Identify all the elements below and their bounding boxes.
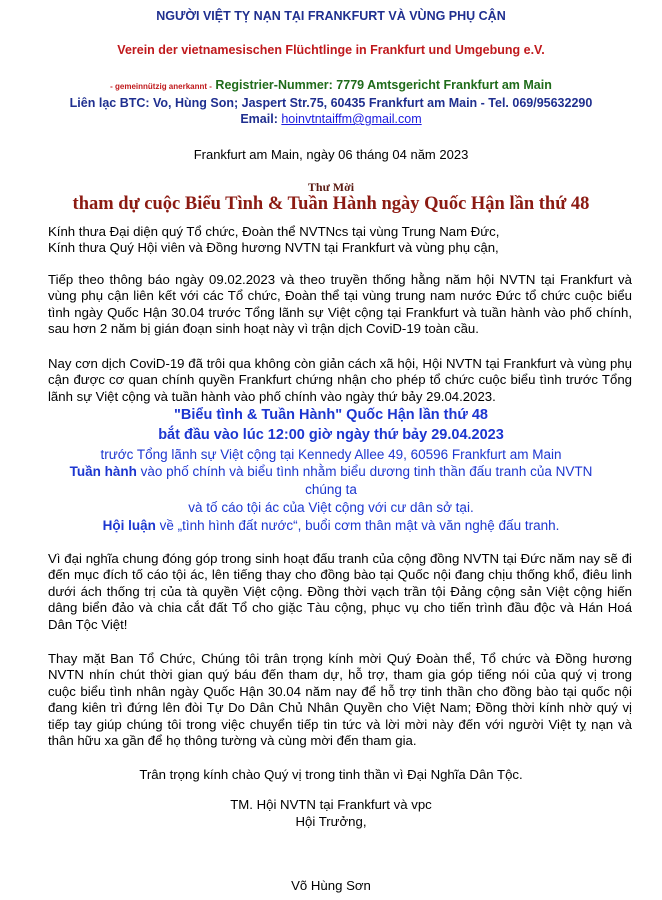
event-location: trước Tổng lãnh sự Việt cộng tại Kennedy Allee 49, 60596 Frankfurt am Main [100,447,562,462]
letter-type: Thư Mời [307,180,355,194]
paragraph-1: Tiếp theo thông báo ngày 09.02.2023 và theo truyền thống hằng năm hội NVTN tại Frankfurt và vùng phụ cận liên kết với các Tổ chức, Đoàn thể tại vùng trung nam nước Đức tổ chức cuộc biểu tình ngày Quốc Hận 30.04 trước Tổng lãnh sự Việt cộng tại Frankfurt và tuần hành vào phố chính, sau hơn 2 năm bị gián đoạn sinh hoạt này vì trận dịch CoviD-19 toàn cầu. [48,272,632,337]
signature-org: TM. Hội NVTN tại Frankfurt và vpc [230,797,432,812]
event-forum-label: Hội luận [102,518,156,533]
event-start: bắt đầu vào lúc 12:00 giờ ngày thứ bảy 29.04.2023 [158,427,504,443]
paragraph-2: Nay cơn dịch CoviD-19 đã trôi qua không còn giản cách xã hội, Hội NVTN tại Frankfurt và vùng phụ cận được cơ quan chính quyền Frankfurt chứng nhận cho phép tổ chức cuộc biểu tình trước Tổng lãnh sự Việt cộng và tuần hành vào phố chính vào ngày thứ bảy 29.04.2023. [48,356,632,404]
event-march-continued: chúng ta [305,482,357,497]
date-line: Frankfurt am Main, ngày 06 tháng 04 năm 2023 [193,147,469,162]
org-name-german: Verein der vietnamesischen Flüchtlinge in Frankfurt und Umgebung e.V. [117,43,545,57]
email-label: Email: [240,112,278,126]
gemeinnuetzig-note: - gemeinnützig anerkannt - [110,82,212,91]
signature-title: Hội Trưởng, [295,814,367,829]
registration-line [0,78,662,92]
event-forum [0,518,662,533]
closing-greeting: Trân trọng kính chào Quý vị trong tinh thần vì Đại Nghĩa Dân Tộc. [139,767,523,782]
event-denounce: và tố cáo tội ác của Việt cộng với cư dân sở tại. [188,500,474,515]
org-name-vietnamese: NGƯỜI VIỆT TỴ NẠN TẠI FRANKFURT VÀ VÙNG PHỤ CẬN [156,9,506,23]
event-title: "Biểu tình & Tuần Hành" Quốc Hận lần thứ 48 [174,407,488,423]
registration-number: Registrier-Nummer: 7779 Amtsgericht Frankfurt am Main [215,78,552,92]
signature-name: Võ Hùng Sơn [291,878,371,893]
salutation [48,224,632,257]
contact-line: Liên lạc BTC: Vo, Hùng Son; Jaspert Str.75, 60435 Frankfurt am Main - Tel. 069/95632290 [69,96,593,110]
letter-title: tham dự cuộc Biểu Tình & Tuần Hành ngày Quốc Hận lần thứ 48 [72,194,590,214]
salutation-line-1: Kính thưa Đại diện quý Tổ chức, Đoàn thể NVTNcs tại vùng Trung Nam Đức, [48,224,500,239]
event-march-label: Tuần hành [69,464,137,479]
email-line [0,112,662,126]
paragraph-3: Vì đại nghĩa chung đóng góp trong sinh hoạt đấu tranh của cộng đồng NVTN tại Đức năm nay sẽ đi đến mục đích tố cáo tội ác, lên tiếng thay cho đồng bào tại Quốc nội đang chịu thống khổ, điêu linh dưới ách thống trị của tà quyền Việt cộng. Đồng thời vạch trần tội Đảng cộng sản Việt cộng hiến dâng biển đảo và chia cắt đất Tổ cho giặc Tàu cộng, phục vụ cho tiến trình đầu độc và Hán Hoá Dân Tộc Việt! [48,551,632,632]
paragraph-4: Thay mặt Ban Tổ Chức, Chúng tôi trân trọng kính mời Quý Đoàn thể, Tổ chức và Đồng hương NVTN nhín chút thời gian quý báu đến tham dự, hỗ trợ, tham gia góp tiếng nói của quý vị trong cuộc biểu tình nhân ngày Quốc Hận 30.04 năm nay để hỗ trợ tinh thần cho đồng bào tại quốc nội đang kiên trì đứng lên đòi Tự Do Dân Chủ Nhân Quyền cho Việt Nam; Đồng thời kính nhờ quý vị tiếp tay giúp chúng tôi trong việc chuyển tiếp tin tức và lời mời này đến với người Việt tỵ nạn và thân hữu xa gần để họ thông tường và cùng mời đến tham gia. [48,651,632,749]
event-forum-text: về „tình hình đất nước“, buổi cơm thân mật và văn nghệ đấu tranh. [155,518,560,533]
salutation-line-2: Kính thưa Quý Hội viên và Đồng hương NVTN tại Frankfurt và vùng phụ cận, [48,240,499,256]
email-link[interactable]: hoinvtntaiffm@gmail.com [281,112,422,126]
event-march-text: vào phố chính và biểu tình nhằm biểu dương tinh thần đấu tranh của NVTN [136,464,593,479]
event-march [0,464,662,479]
